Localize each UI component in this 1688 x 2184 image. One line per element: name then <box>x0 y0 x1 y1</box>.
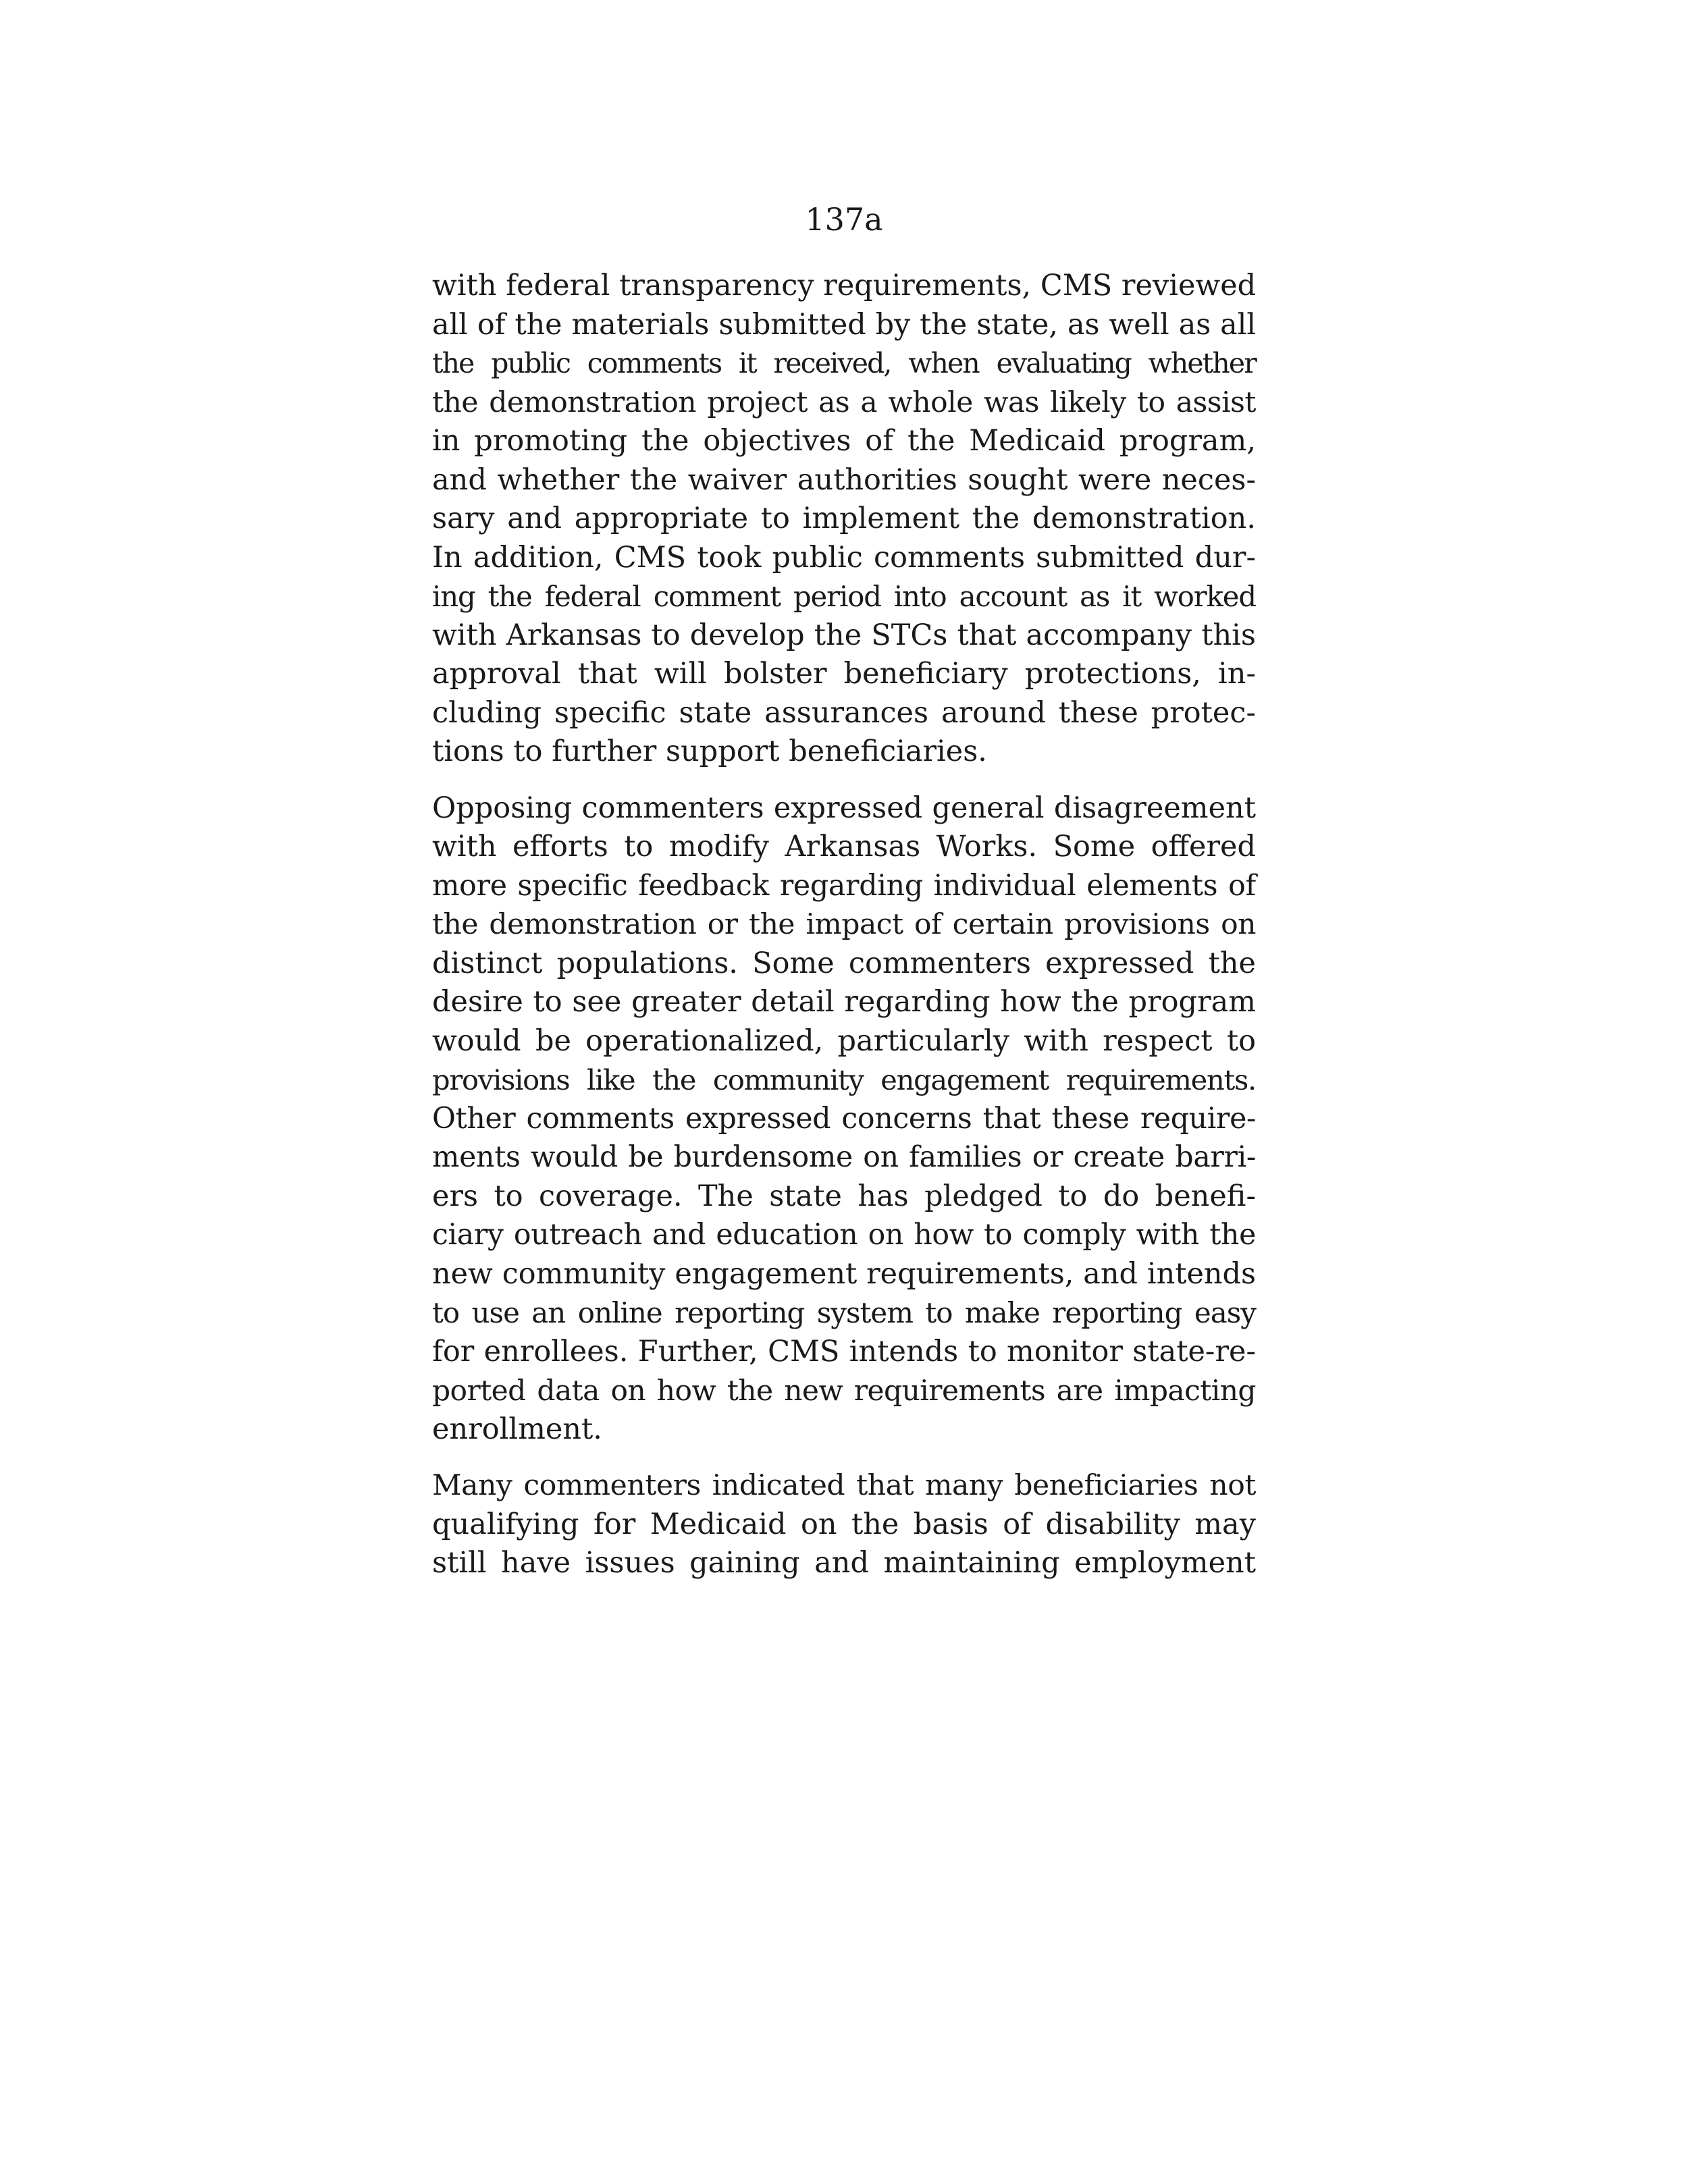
text-line: with Arkansas to develop the STCs that accompany this <box>432 618 1256 652</box>
text-line: with federal transparency requirements, CMS reviewed <box>432 269 1257 302</box>
text-line: Opposing commenters expressed general disagreement <box>432 791 1256 825</box>
text-line: distinct populations. Some commenters expressed the <box>432 946 1256 980</box>
text-line: to use an online reporting system to make reporting easy <box>432 1296 1256 1329</box>
text-line: for enrollees. Further, CMS intends to monitor state-re- <box>432 1334 1256 1368</box>
text-line: more specific feedback regarding individual elements of <box>432 868 1256 903</box>
body-text <box>432 267 1256 1583</box>
paragraph <box>432 1466 1256 1583</box>
text-line: in promoting the objectives of the Medicaid program, <box>432 424 1256 458</box>
text-line: qualifying for Medicaid on the basis of disability may <box>432 1507 1256 1541</box>
text-line: the public comments it received, when evaluating whether <box>432 347 1256 379</box>
text-line: and whether the waiver authorities sought were neces- <box>432 462 1256 497</box>
text-line: approval that will bolster beneficiary protections, in- <box>432 657 1256 691</box>
text-line: the demonstration or the impact of certain provisions on <box>432 908 1256 941</box>
text-line: In addition, CMS took public comments submitted dur- <box>432 540 1256 575</box>
text-line: would be operationalized, particularly with respect to <box>432 1023 1256 1058</box>
text-line: ers to coverage. The state has pledged to do benefi- <box>432 1179 1256 1213</box>
text-line: Many commenters indicated that many beneficiaries not <box>432 1469 1256 1502</box>
text-line: cluding specific state assurances around these protec- <box>432 695 1256 730</box>
paragraph <box>432 267 1256 772</box>
text-line: desire to see greater detail regarding how the program <box>432 985 1256 1019</box>
text-line: ciary outreach and education on how to comply with the <box>432 1218 1256 1252</box>
text-line: new community engagement requirements, and intends <box>432 1256 1256 1291</box>
paragraph <box>432 789 1256 1449</box>
text-line: ing the federal comment period into account as it worked <box>432 580 1256 613</box>
text-line: enrollment. <box>432 1412 602 1446</box>
text-line: with efforts to modify Arkansas Works. Some offered <box>432 830 1256 863</box>
paragraph-gap <box>432 772 1256 789</box>
text-line: provisions like the community engagement requirements. <box>432 1063 1256 1096</box>
text-line: sary and appropriate to implement the demonstration. <box>432 502 1256 535</box>
text-line: all of the materials submitted by the state, as well as all <box>432 307 1256 342</box>
text-line: the demonstration project as a whole was likely to assist <box>432 385 1256 419</box>
text-line: ments would be burdensome on families or create barri- <box>432 1140 1256 1174</box>
page-number: 137a <box>805 201 883 238</box>
text-line: ported data on how the new requirements are impacting <box>432 1374 1256 1407</box>
text-line: tions to further support beneficiaries. <box>432 735 987 768</box>
text-line: still have issues gaining and maintaining employment <box>432 1546 1256 1580</box>
text-line: Other comments expressed concerns that these require- <box>432 1101 1256 1136</box>
paragraph-gap <box>432 1449 1256 1466</box>
